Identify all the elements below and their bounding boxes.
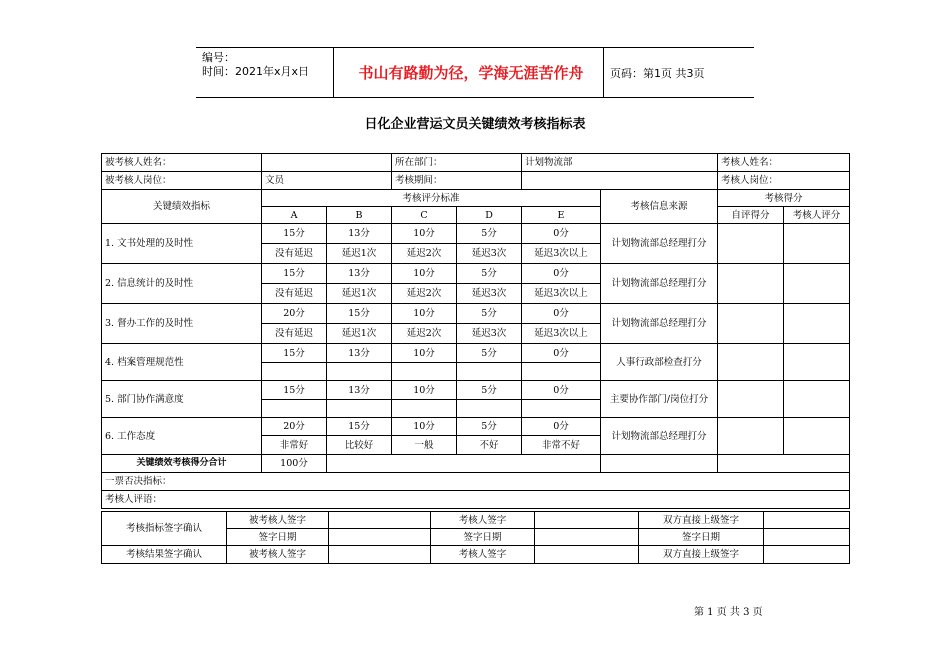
criteria-cell: 非常好 — [262, 436, 327, 455]
self-score-field[interactable] — [718, 264, 784, 304]
self-score-field[interactable] — [718, 224, 784, 264]
veto-indicator-row: 一票否决指标： — [102, 473, 850, 491]
self-score-field[interactable] — [718, 381, 784, 418]
signoff-table — [101, 511, 850, 564]
criteria-cell: 没有延迟 — [262, 244, 327, 264]
kpi-column-header: 关键绩效指标 — [102, 190, 262, 224]
page-footer: 第 1 页 共 3 页 — [694, 607, 763, 618]
grade-header: E — [522, 207, 601, 224]
criteria-cell: 比较好 — [327, 436, 392, 455]
criteria-cell: 没有延迟 — [262, 284, 327, 304]
criteria-cell: 延迟3次以上 — [522, 244, 601, 264]
score-cell: 15分 — [262, 381, 327, 400]
total-label: 关键绩效考核得分合计 — [102, 455, 262, 473]
code-label: 编号： — [202, 51, 235, 64]
assessor-name-label: 考核人姓名： — [718, 154, 850, 172]
self-score-field[interactable] — [718, 344, 784, 381]
grade-header: D — [457, 207, 522, 224]
total-source-blank — [601, 455, 718, 473]
criteria-cell: 延迟1次 — [327, 244, 392, 264]
score-cell: 5分 — [457, 304, 522, 324]
assessor-post-label: 考核人岗位： — [718, 172, 850, 190]
source-cell: 计划物流部总经理打分 — [601, 418, 718, 455]
criteria-cell: 非常不好 — [522, 436, 601, 455]
criteria-cell — [327, 363, 392, 381]
total-blank — [327, 455, 601, 473]
criteria-cell — [327, 400, 392, 418]
criteria-cell — [392, 363, 457, 381]
score-cell: 10分 — [392, 344, 457, 363]
score-cell: 15分 — [327, 304, 392, 324]
score-cell: 15分 — [262, 264, 327, 284]
assessee-post-value: 文员 — [262, 172, 392, 190]
criteria-cell — [522, 363, 601, 381]
period-label: 考核期间： — [392, 172, 522, 190]
criteria-cell: 延迟3次 — [457, 324, 522, 344]
criteria-cell: 延迟1次 — [327, 284, 392, 304]
header-divider — [603, 48, 604, 97]
assessor-sign-label: 考核人签字 — [431, 546, 535, 564]
criteria-cell: 延迟3次 — [457, 284, 522, 304]
assessee-post-label: 被考核人岗位： — [102, 172, 262, 190]
page-number: 页码：第1页 共3页 — [610, 66, 705, 80]
source-cell: 人事行政部检查打分 — [601, 344, 718, 381]
score-cell: 0分 — [522, 418, 601, 436]
source-cell: 计划物流部总经理打分 — [601, 264, 718, 304]
source-column-header: 考核信息来源 — [601, 190, 718, 224]
criteria-cell: 一般 — [392, 436, 457, 455]
assessee-sign-field[interactable] — [329, 512, 431, 529]
sign-date-field[interactable] — [329, 529, 431, 546]
assessor-score-field[interactable] — [784, 264, 850, 304]
self-score-header: 自评得分 — [718, 207, 784, 224]
assessor-score-field[interactable] — [784, 344, 850, 381]
kpi-name: 3. 督办工作的及时性 — [102, 304, 262, 344]
assessee-sign-label: 被考核人签字 — [227, 512, 329, 529]
score-cell: 10分 — [392, 304, 457, 324]
superior-sign-field[interactable] — [764, 546, 850, 564]
score-cell: 0分 — [522, 381, 601, 400]
score-cell: 13分 — [327, 264, 392, 284]
self-score-field[interactable] — [718, 304, 784, 344]
assessor-score-field[interactable] — [784, 304, 850, 344]
criteria-cell: 延迟2次 — [392, 244, 457, 264]
header-meta — [202, 51, 309, 79]
score-cell: 13分 — [327, 344, 392, 363]
criteria-cell — [457, 400, 522, 418]
grade-header: B — [327, 207, 392, 224]
score-cell: 5分 — [457, 418, 522, 436]
self-score-field[interactable] — [718, 418, 784, 455]
criteria-cell — [522, 400, 601, 418]
sign-date-field[interactable] — [535, 529, 639, 546]
date-label: 时间：2021年x月x日 — [202, 65, 310, 78]
criteria-cell — [392, 400, 457, 418]
superior-sign-label: 双方直接上级签字 — [639, 512, 764, 529]
score-cell: 0分 — [522, 264, 601, 284]
score-cell: 0分 — [522, 344, 601, 363]
sign-date-field[interactable] — [764, 529, 850, 546]
superior-sign-label: 双方直接上级签字 — [639, 546, 764, 564]
criteria-cell: 延迟2次 — [392, 324, 457, 344]
assessor-sign-label: 考核人签字 — [431, 512, 535, 529]
source-cell: 主要协作部门/岗位打分 — [601, 381, 718, 418]
criteria-cell: 延迟3次以上 — [522, 284, 601, 304]
score-column-header: 考核得分 — [718, 190, 850, 207]
score-cell: 20分 — [262, 304, 327, 324]
grade-header: A — [262, 207, 327, 224]
score-cell: 13分 — [327, 224, 392, 244]
score-cell: 15分 — [262, 224, 327, 244]
score-cell: 10分 — [392, 264, 457, 284]
criteria-cell — [457, 363, 522, 381]
total-value: 100分 — [262, 455, 327, 473]
score-cell: 0分 — [522, 304, 601, 324]
period-field[interactable] — [522, 172, 718, 190]
score-cell: 13分 — [327, 381, 392, 400]
assessor-score-field[interactable] — [784, 224, 850, 264]
assessor-comment-row: 考核人评语： — [102, 491, 850, 509]
kpi-name: 2. 信息统计的及时性 — [102, 264, 262, 304]
criteria-cell: 延迟3次 — [457, 244, 522, 264]
assessor-score-field[interactable] — [784, 418, 850, 455]
kpi-table — [101, 153, 850, 509]
source-cell: 计划物流部总经理打分 — [601, 304, 718, 344]
dept-label: 所在部门： — [392, 154, 522, 172]
criteria-cell: 不好 — [457, 436, 522, 455]
score-cell: 20分 — [262, 418, 327, 436]
assessor-score-field[interactable] — [784, 381, 850, 418]
grade-header: C — [392, 207, 457, 224]
document-title: 日化企业营运文员关键绩效考核指标表 — [364, 117, 586, 132]
page-header — [196, 47, 754, 98]
score-cell: 15分 — [327, 418, 392, 436]
assessee-sign-label: 被考核人签字 — [227, 546, 329, 564]
source-cell: 计划物流部总经理打分 — [601, 224, 718, 264]
criteria-cell: 没有延迟 — [262, 324, 327, 344]
assessor-sign-field[interactable] — [535, 512, 639, 529]
score-cell: 5分 — [457, 381, 522, 400]
assessee-name-field[interactable] — [262, 154, 392, 172]
total-score-field[interactable] — [718, 455, 850, 473]
score-cell: 10分 — [392, 381, 457, 400]
score-cell: 10分 — [392, 418, 457, 436]
assessee-name-label: 被考核人姓名： — [102, 154, 262, 172]
score-cell: 5分 — [457, 224, 522, 244]
indicator-confirm-label: 考核指标签字确认 — [102, 512, 227, 546]
kpi-name: 1. 文书处理的及时性 — [102, 224, 262, 264]
score-cell: 0分 — [522, 224, 601, 244]
assessee-sign-field[interactable] — [329, 546, 431, 564]
kpi-name: 6. 工作态度 — [102, 418, 262, 455]
criteria-cell — [262, 363, 327, 381]
result-confirm-label: 考核结果签字确认 — [102, 546, 227, 564]
kpi-name: 4. 档案管理规范性 — [102, 344, 262, 381]
dept-value: 计划物流部 — [522, 154, 718, 172]
sign-date-label: 签字日期 — [227, 529, 329, 546]
criteria-cell: 延迟1次 — [327, 324, 392, 344]
standard-column-header: 考核评分标准 — [262, 190, 601, 207]
sign-date-label: 签字日期 — [639, 529, 764, 546]
header-divider — [333, 48, 334, 97]
sign-date-label: 签字日期 — [431, 529, 535, 546]
superior-sign-field[interactable] — [764, 512, 850, 529]
criteria-cell: 延迟3次以上 — [522, 324, 601, 344]
assessor-score-header: 考核人评分 — [784, 207, 850, 224]
criteria-cell: 延迟2次 — [392, 284, 457, 304]
kpi-name: 5. 部门协作满意度 — [102, 381, 262, 418]
slogan: 书山有路勤为径，学海无涯苦作舟 — [358, 64, 584, 82]
score-cell: 15分 — [262, 344, 327, 363]
score-cell: 10分 — [392, 224, 457, 244]
criteria-cell — [262, 400, 327, 418]
score-cell: 5分 — [457, 264, 522, 284]
assessor-sign-field[interactable] — [535, 546, 639, 564]
score-cell: 5分 — [457, 344, 522, 363]
